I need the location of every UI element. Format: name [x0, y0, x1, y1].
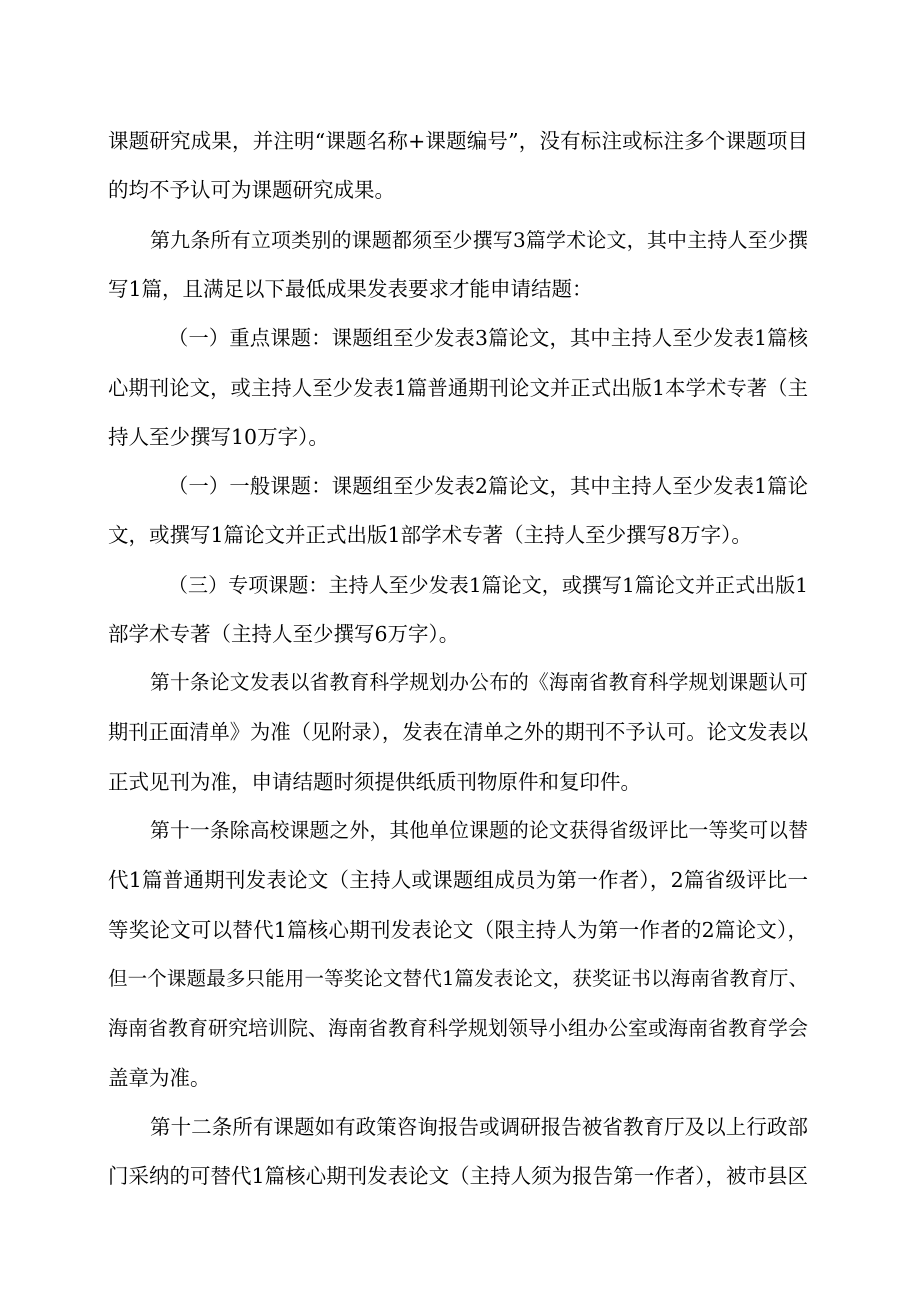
text-line: 第十条论文发表以省教育科学规划办公布的《海南省教育科学规划课题认可 — [150, 671, 808, 694]
text-line: 海南省教育研究培训院、海南省教育科学规划领导小组办公室或海南省教育学会 — [108, 1016, 808, 1040]
text-line: 但一个课题最多只能用一等奖论文替代1篇发表论文，获奖证书以海南省教育厅、 — [108, 967, 808, 990]
text-line: 部学术专著（主持人至少撰写6万字）。 — [108, 622, 460, 646]
text-line: 盖章为准。 — [108, 1066, 211, 1090]
text-line: 的均不予认可为课题研究成果。 — [108, 178, 395, 202]
text-line: 文，或撰写1篇论文并正式出版1部学术专著（主持人至少撰写8万字）。 — [108, 523, 752, 547]
text-line: 课题研究成果，并注明“课题名称+课题编号”，没有标注或标注多个课题项目 — [108, 129, 808, 153]
text-line: 第九条所有立项类别的课题都须至少撰写3篇学术论文，其中主持人至少撰 — [150, 228, 808, 252]
text-line: 门采纳的可替代1篇核心期刊发表论文（主持人须为报告第一作者），被市县区 — [108, 1164, 808, 1188]
text-line: （三）专项课题：主持人至少发表1篇论文，或撰写1篇论文并正式出版1 — [168, 573, 808, 597]
text-line: 心期刊论文，或主持人至少发表1篇普通期刊论文并正式出版1本学术专著（主 — [108, 376, 808, 400]
text-line: （一）重点课题：课题组至少发表3篇论文，其中主持人至少发表1篇核 — [168, 326, 808, 350]
text-line: 期刊正面清单》为准（见附录），发表在清单之外的期刊不予认可。论文发表以 — [108, 720, 808, 744]
text-line: 正式见刊为准，申请结题时须提供纸质刊物原件和复印件。 — [108, 770, 641, 794]
text-line: （一）一般课题：课题组至少发表2篇论文，其中主持人至少发表1篇论 — [168, 474, 808, 498]
text-line: 第十二条所有课题如有政策咨询报告或调研报告被省教育厅及以上行政部 — [150, 1115, 808, 1139]
text-line: 写1篇，且满足以下最低成果发表要求才能申请结题： — [108, 277, 593, 301]
text-line: 代1篇普通期刊发表论文（主持人或课题组成员为第一作者），2篇省级评比一 — [108, 868, 808, 892]
text-line: 持人至少撰写10万字）。 — [108, 425, 329, 449]
text-line: 等奖论文可以替代1篇核心期刊发表论文（限主持人为第一作者的2篇论文）， — [108, 918, 808, 942]
text-line: 第十一条除高校课题之外，其他单位课题的论文获得省级评比一等奖可以替 — [150, 819, 808, 842]
